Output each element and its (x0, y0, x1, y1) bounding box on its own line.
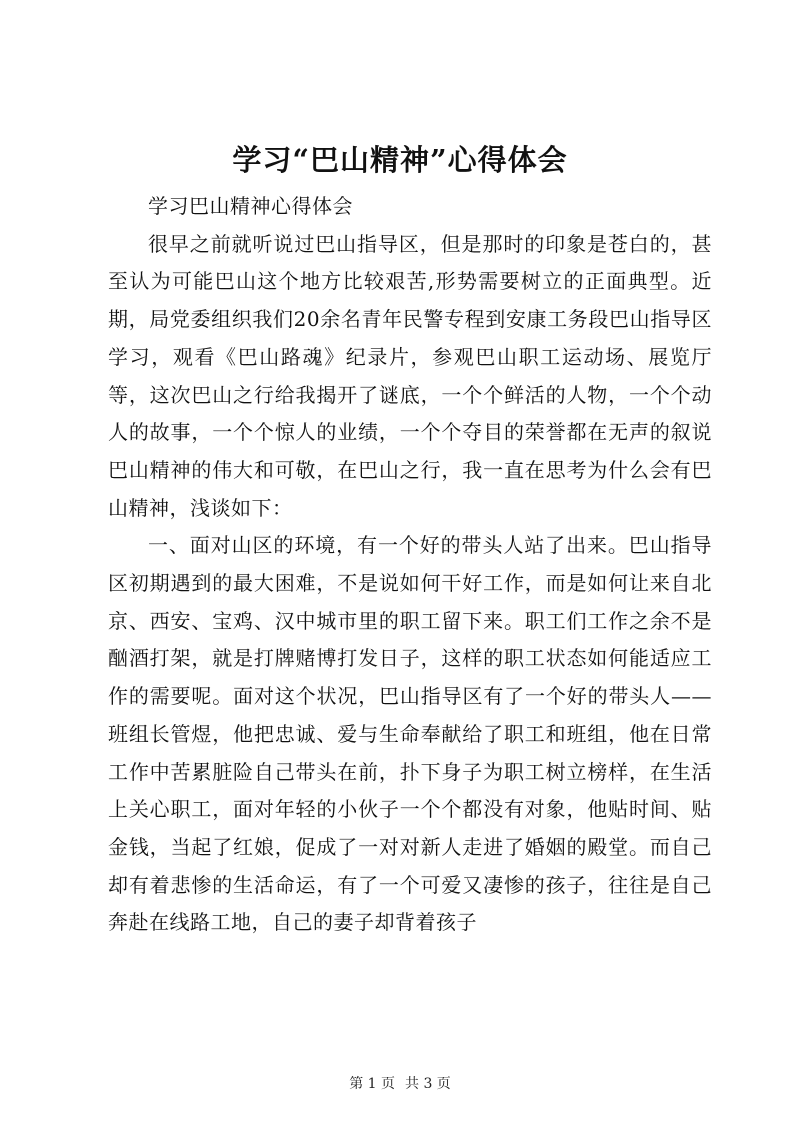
subtitle-paragraph: 学习巴山精神心得体会 (148, 194, 353, 218)
page-total: 共 3 页 (405, 1076, 451, 1092)
section-one-paragraph: 一、面对山区的环境，有一个好的带头人站了出来。巴山指导区初期遇到的最大困难，不是说如何干好工作，而是如何让来自北京、西安、宝鸡、汉中城市里的职工留下来。职工们工作之余不是酗酒打架，就是打牌赌博打发日子，这样的职工状态如何能适应工作的需要呢。面对这个状况，巴山指导区有了一个好的带头人——班组长管煜，他把忠诚、爱与生命奉献给了职工和班组，他在日常工作中苦累脏险自己带头在前，扑下身子为职工树立榜样，在生活上关心职工，面对年轻的小伙子一个个都没有对象，他贴时间、贴金钱，当起了红娘，促成了一对对新人走进了婚姻的殿堂。而自己却有着悲惨的生活命运，有了一个可爱又凄惨的孩子，往往是自己奔赴在线路工地，自己的妻子却背着孩子 (108, 533, 712, 935)
intro-paragraph: 很早之前就听说过巴山指导区，但是那时的印象是苍白的，甚至认为可能巴山这个地方比较艰苦,形势需要树立的正面典型。近期，局党委组织我们20余名青年民警专程到安康工务段巴山指导区学习，观看《巴山路魂》纪录片，参观巴山职工运动场、展览厅等，这次巴山之行给我揭开了谜底，一个个鲜活的人物，一个个动人的故事，一个个惊人的业绩，一个个夺目的荣誉都在无声的叙说巴山精神的伟大和可敬，在巴山之行，我一直在思考为什么会有巴山精神，浅谈如下： (108, 231, 712, 520)
document-title: 学习“巴山精神”心得体会 (232, 143, 568, 177)
page-footer (0, 1074, 800, 1094)
document-body (108, 188, 712, 942)
page-number: 第 1 页 (349, 1076, 395, 1092)
